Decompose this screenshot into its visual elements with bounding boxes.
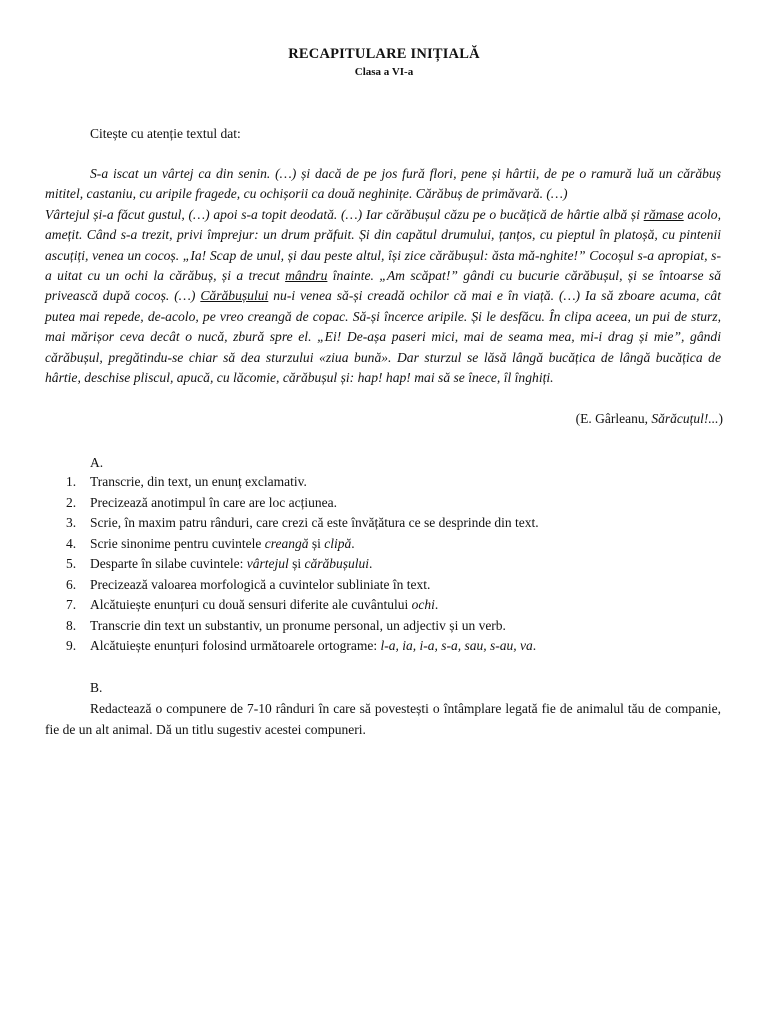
item-number: 4. bbox=[66, 535, 77, 551]
section-b-task: Redactează o compunere de 7-10 rânduri în care să povestești o întâmplare legată fie de animalul tău de companie, fie de un alt animal. Dă un titlu sugestiv acestei compuneri. bbox=[45, 701, 721, 737]
underlined-word-carabusului: Cărăbușului bbox=[200, 288, 269, 304]
list-item bbox=[66, 472, 726, 493]
item-text: și bbox=[288, 556, 305, 571]
list-item bbox=[66, 636, 726, 657]
source-suffix: ) bbox=[718, 411, 723, 426]
item-text: Scrie sinonime pentru cuvintele bbox=[90, 535, 265, 551]
story-paragraph-1: S-a iscat un vârtej ca din senin. (…) și dacă de pe jos fură flori, pene și hârtii, de pe o ramură luă un cărăbuș mititel, castaniu, cu aripile fragede, cu ochișorii ca două neghinițe. Cărăbuș de primăvară. (…) bbox=[45, 166, 721, 202]
item-text: Precizează anotimpul în care are loc acțiunea. bbox=[90, 494, 337, 510]
list-item bbox=[66, 616, 726, 637]
section-b-label: B. bbox=[90, 680, 103, 695]
item-number: 9. bbox=[66, 638, 77, 653]
list-item bbox=[66, 493, 726, 514]
item-emphasis: creangă bbox=[264, 535, 309, 551]
item-number: 1. bbox=[66, 474, 77, 489]
page-title: RECAPITULARE INIȚIALĂ bbox=[288, 46, 480, 62]
item-emphasis: vârtejul bbox=[246, 556, 289, 571]
item-text: Transcrie din text un substantiv, un pronume personal, un adjectiv și un verb. bbox=[90, 617, 506, 633]
item-emphasis: ochi bbox=[411, 597, 435, 612]
item-number: 2. bbox=[66, 494, 77, 510]
source-author: (E. Gârleanu, bbox=[575, 411, 652, 426]
item-text: Transcrie, din text, un enunț exclamativ. bbox=[90, 474, 307, 489]
story-segment: înainte. „Am scăpat!” gândi cu bucurie cărăbușul, și se întoarse să privească după cocoș. (…) bbox=[45, 268, 721, 304]
item-text: și bbox=[308, 535, 325, 551]
item-text: Alcătuiește enunțuri folosind următoarele ortograme: bbox=[90, 638, 381, 653]
item-number: 7. bbox=[66, 597, 77, 612]
story-paragraph-2 bbox=[45, 205, 721, 389]
item-number: 8. bbox=[66, 617, 77, 633]
list-item bbox=[66, 554, 726, 575]
list-item bbox=[66, 575, 726, 596]
list-item bbox=[66, 534, 726, 555]
item-emphasis: clipă bbox=[324, 535, 352, 551]
underlined-word-ramase: rămase bbox=[643, 206, 684, 222]
item-text: . bbox=[351, 535, 355, 551]
item-text: . bbox=[434, 597, 439, 612]
story-segment: acolo, amețit. Când s-a trezit, privi împrejur: un drum prăfuit. Și din capătul drumului, țanțos, cu pieptul în platoșă, cu pintenii ascuțiți, venea un cocoș. „Ia! Scap de unul, și dau peste altul, își zice cărăbușul: ăsta mă-nghite!” Cocoșul s-a apropiat, s-a uitat cu un ochi la cărăbuș, și a trecut bbox=[45, 206, 721, 284]
item-text: Desparte în silabe cuvintele: bbox=[90, 556, 247, 571]
item-text: Alcătuiește enunțuri cu două sensuri diferite ale cuvântului bbox=[90, 597, 412, 612]
item-text: Precizează valoarea morfologică a cuvintelor subliniate în text. bbox=[90, 576, 431, 592]
text-source bbox=[576, 411, 723, 427]
story-segment: nu-i venea să-și creadă ochilor că mai e în viață. (…) Ia să zboare acuma, cât putea mai repede, de-acolo, pe vreo creangă de copac. Să-și încerce aripile. Și le desfăcu. În clipa aceea, un pui de sturz, mai mărișor ceva decât o nucă, zbură spre el. „Ei! De-așa paseri mici, mai de seama mea, mi-i drag și mie”, gândi cărăbușul, pregătindu-se chiar să dea sturzului «ziua bună». Dar sturzul se lăsă lângă bucățica de lângă bucățica de hârtie, deschise pliscul, apucă, cu lăcomie, cărăbușul și: hap! hap! mai să se înece, îl înghiți. bbox=[45, 288, 721, 386]
item-number: 5. bbox=[66, 556, 77, 571]
list-item bbox=[66, 595, 726, 616]
item-text: . bbox=[532, 638, 537, 653]
item-emphasis: l-a, ia, i-a, s-a, sau, s-au, va bbox=[380, 638, 533, 653]
item-text: . bbox=[368, 556, 373, 571]
item-emphasis: cărăbușului bbox=[304, 556, 369, 571]
list-item bbox=[66, 513, 726, 534]
item-number: 3. bbox=[66, 515, 77, 530]
task-list-a bbox=[66, 472, 726, 657]
story-text bbox=[45, 164, 721, 388]
source-title: Sărăcuțul!... bbox=[651, 411, 719, 426]
item-number: 6. bbox=[66, 576, 77, 592]
section-a-label: A. bbox=[90, 455, 104, 470]
underlined-word-mandru: mândru bbox=[285, 268, 328, 284]
item-text: Scrie, în maxim patru rânduri, care crezi că este învățătura ce se desprinde din text. bbox=[90, 515, 539, 530]
story-segment: Vârtejul și-a făcut gustul, (…) apoi s-a topit deodată. (…) Iar cărăbușul căzu pe o bucățică de hârtie albă și bbox=[45, 206, 644, 222]
intro-instruction: Citește cu atenție textul dat: bbox=[90, 126, 241, 141]
page-subtitle: Clasa a VI-a bbox=[354, 66, 414, 78]
